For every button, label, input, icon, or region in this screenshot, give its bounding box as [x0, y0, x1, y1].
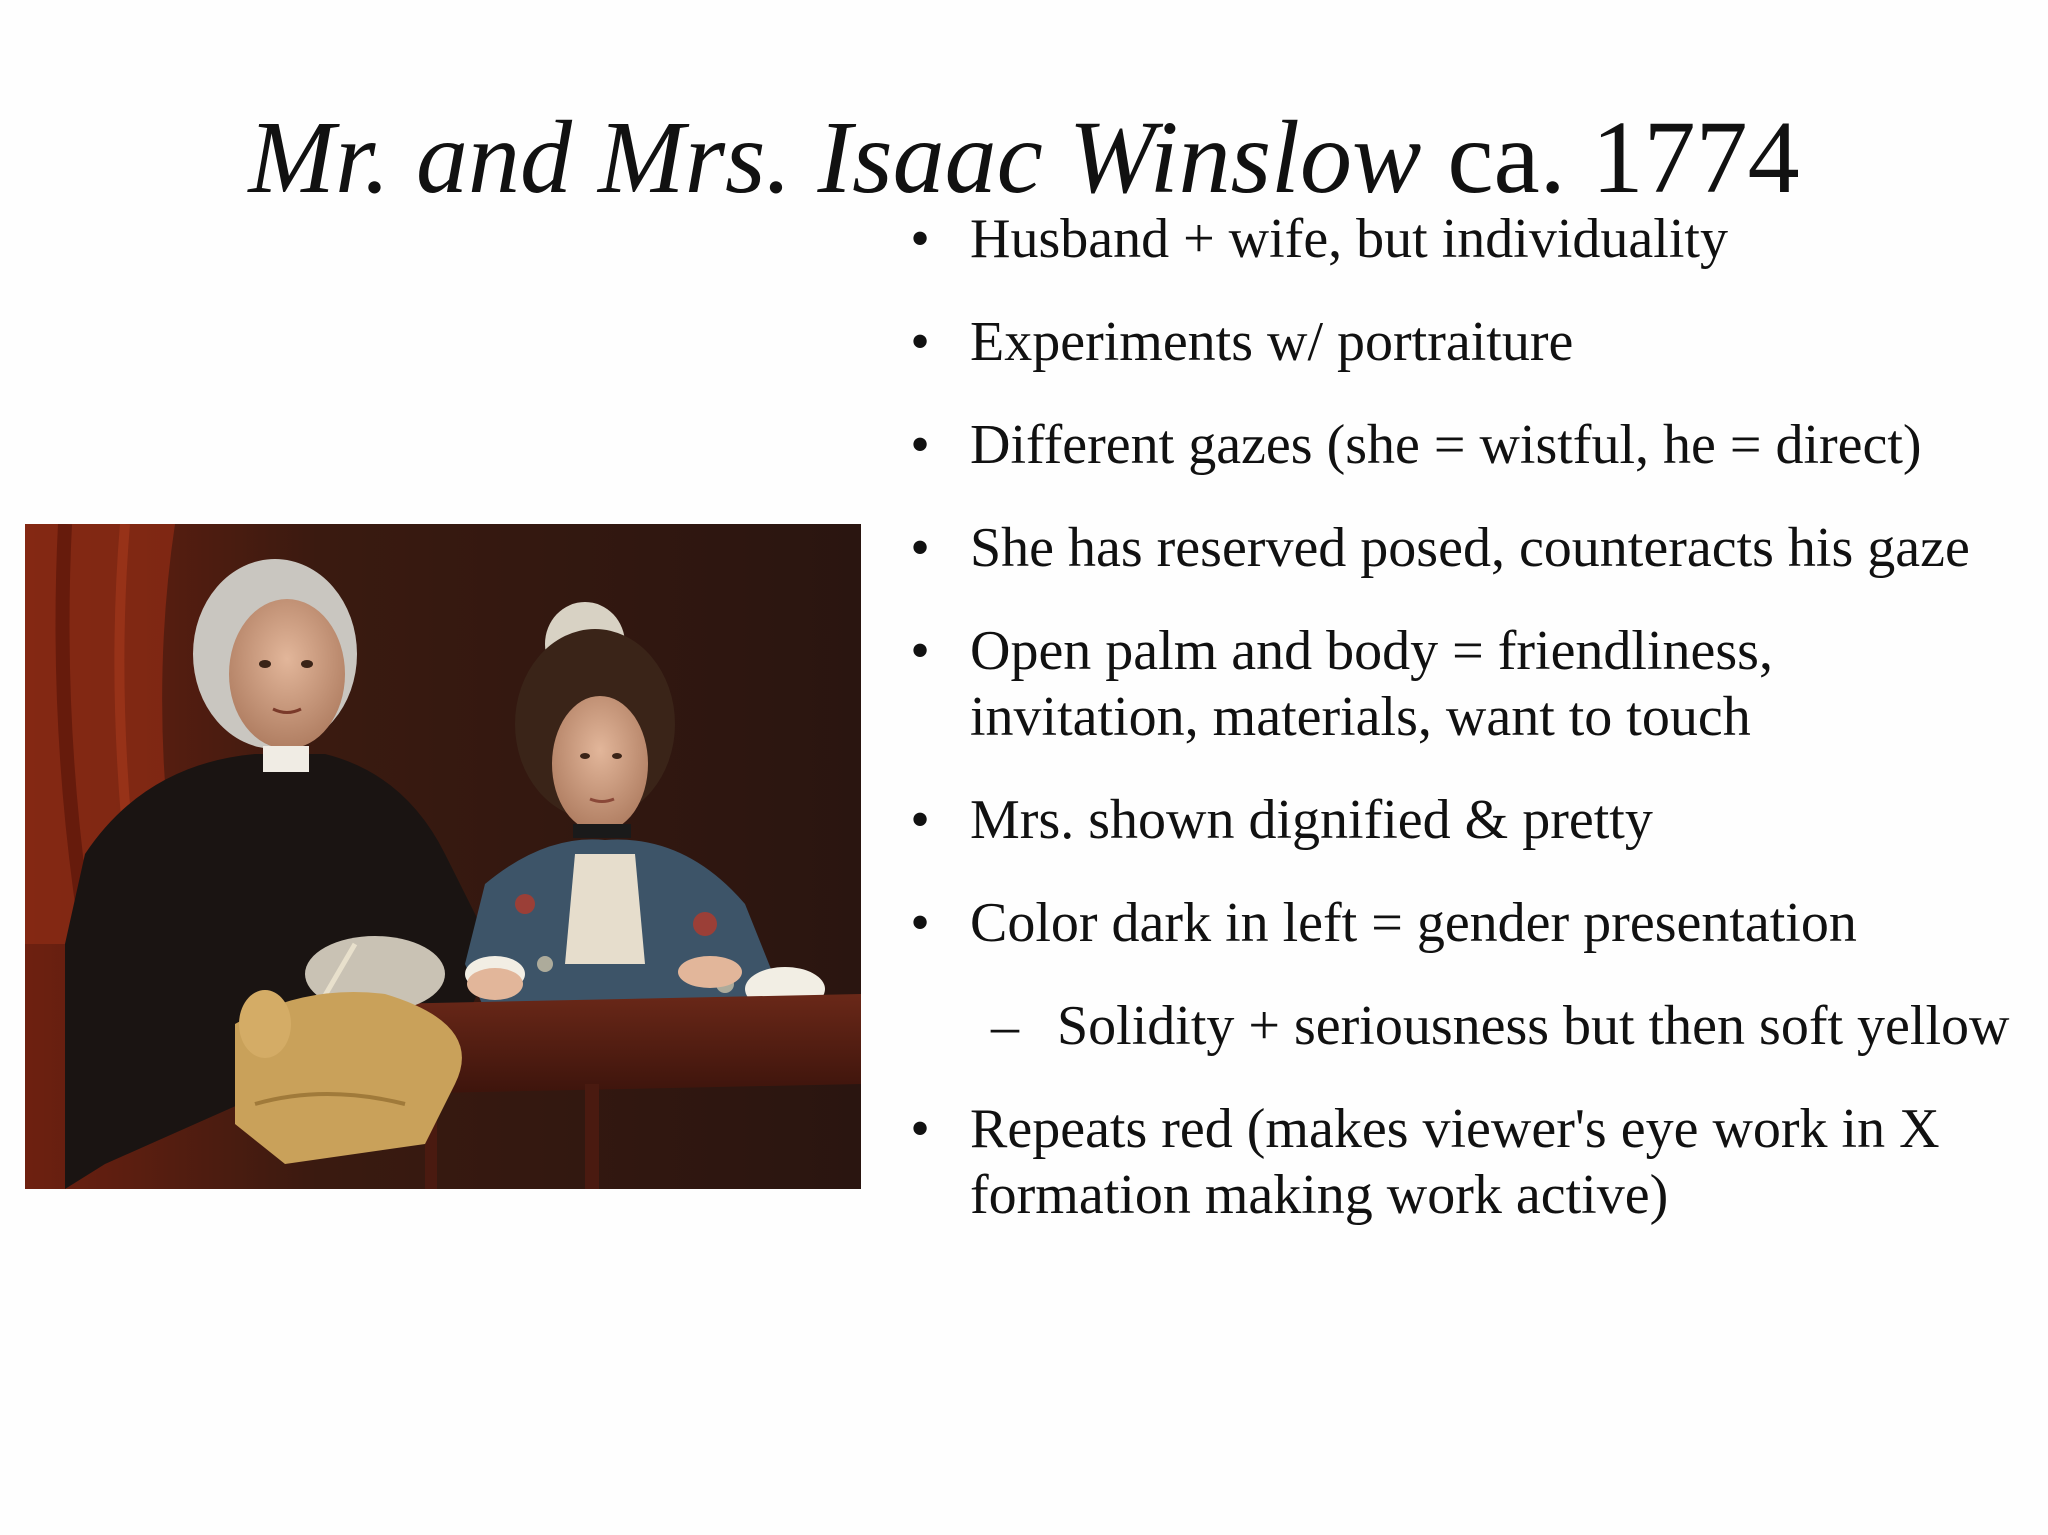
bullet-marker: • [910, 892, 930, 954]
slide-title [0, 98, 2048, 218]
bullet-item [900, 1096, 2000, 1228]
bullet-item [900, 515, 2040, 581]
bullet-item [900, 787, 2040, 853]
bullet-text: She has reserved posed, counteracts his gaze [970, 517, 1970, 579]
bullet-text: Repeats red (makes viewer's eye work in X formation making work active) [970, 1098, 1940, 1226]
bullet-item [900, 206, 2040, 272]
bullet-marker: • [910, 517, 930, 579]
sub-bullet-item [900, 993, 2017, 1059]
bullet-text: Experiments w/ portraiture [970, 311, 1574, 373]
bullet-marker: • [910, 311, 930, 373]
bullet-marker: • [910, 620, 930, 682]
bullet-marker: • [910, 789, 930, 851]
bullet-text: Color dark in left = gender presentation [970, 892, 1857, 954]
bullet-text: Different gazes (she = wistful, he = direct) [970, 414, 1922, 476]
sub-bullet-marker: – [991, 995, 1019, 1057]
title-italic: Mr. and Mrs. Isaac Winslow [248, 100, 1422, 215]
bullet-marker: • [910, 1098, 930, 1160]
bullet-item [900, 890, 2040, 956]
bullet-text: Husband + wife, but individuality [970, 208, 1728, 270]
bullet-item [900, 412, 2040, 478]
bullet-item [900, 309, 2040, 375]
title-date: ca. 1774 [1421, 100, 1800, 215]
winslow-portrait-painting [25, 524, 861, 1189]
sub-bullet-text: Solidity + seriousness but then soft yellow [1057, 995, 2010, 1057]
bullet-list [900, 206, 2040, 1265]
bullet-text: Mrs. shown dignified & pretty [970, 789, 1653, 851]
bullet-item [900, 618, 2000, 750]
bullet-marker: • [910, 414, 930, 476]
bullet-marker: • [910, 208, 930, 270]
bullet-text: Open palm and body = friendliness, invitation, materials, want to touch [970, 620, 1773, 748]
